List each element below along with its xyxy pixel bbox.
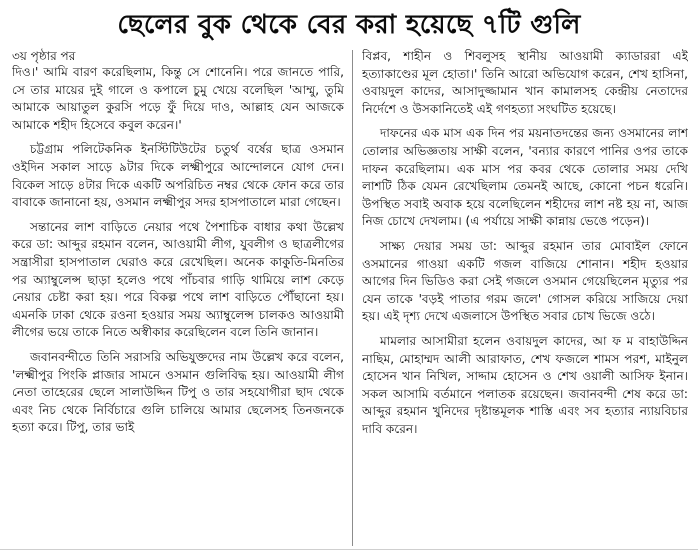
article-column-right [362, 48, 688, 548]
article-paragraph: বিপ্লব, শাহীন ও শিবলুসহ স্থানীয় আওয়ামী ক্যাডাররা এই হত্যাকাণ্ডের মূল হোতা।' তিনি আরো অভিযোগ করেন, শেখ হাসিনা, ওবায়দুল কাদের, আসাদুজ্জামান খান কামালসহ কেন্দ্রীয় নেতাদের নির্দেশে ও উসকানিতেই এই গণহত্যা সংঘটিত হয়েছে। [362, 49, 688, 116]
article-paragraph: সাক্ষ্য দেয়ার সময় ডা: আব্দুর রহমান তার মোবাইল ফোনে ওসমানের গাওয়া একটি গজল বাজিয়ে শোনান। শহীদ হওয়ার আগের দিন ভিডিও করা সেই গজলে ওসমান গেয়েছিলেন মৃত্যুর পর যেন তাকে 'বড়ই পাতার গরম জলে' গোসল করিয়ে সাজিয়ে দেয়া হয়। এই দৃশ্য দেখে এজলাসে উপস্থিত সবার চোখ ভিজে ওঠে। [362, 238, 688, 324]
article-paragraph: দিও।' আমি বারণ করেছিলাম, কিন্তু সে শোনেনি। পরে জানতে পারি, সে তার মায়ের দুই গালে ও কপালে চুমু খেয়ে বলেছিল 'আম্মু, তুমি আমাকে আয়াতুল কুরসি পড়ে ফুঁ দিয়ে দাও, আল্লাহ যেন আজকে আমাকে শহীদ হিসেবে কবুল করেন।' [12, 65, 344, 132]
article-paragraph: জবানবন্দীতে তিনি সরাসরি অভিযুক্তদের নাম উল্লেখ করে বলেন, 'লক্ষ্মীপুর পিংকি প্লাজার সামনে ওসমান গুলিবিদ্ধ হয়। আওয়ামী লীগ নেতা তাহেরের ছেলে সালাউদ্দিন টিপু ও তার সহযোগীরা ছাদ থেকে এবং নিচ থেকে নির্বিচারে গুলি চালিয়ে আমার ছেলেসহ তিনজনকে হত্যা করে। টিপু, তার ভাই [12, 349, 344, 435]
article-paragraph: মামলার আসামীরা হলেন ওবায়দুল কাদের, আ ফ ম বাহাউদ্দিন নাছিম, মোহাম্মদ আলী আরাফাত, শেখ ফজলে শামস পরশ, মাইনুল হোসেন খান নিখিল, সাদ্দাম হোসেন ও শেখ ওয়ালী আসিফ ইনান। সকল আসামি বর্তমানে পলাতক রয়েছেন। জবানবন্দী শেষ করে ডা: আব্দুর রহমান খুনিদের দৃষ্টান্তমূলক শাস্তি এবং সব হত্যার ন্যায়বিচার দাবি করেন। [362, 333, 688, 436]
continued-from-label: ৩য় পৃষ্ঠার পর [12, 49, 76, 63]
article-paragraph: সন্তানের লাশ বাড়িতে নেয়ার পথে পৈশাচিক বাধার কথা উল্লেখ করে ডা: আব্দুর রহমান বলেন, আওয়ামী লীগ, যুবলীগ ও ছাত্রলীগের সন্ত্রাসীরা হাসপাতাল ঘেরাও করে রেখেছিল। অনেক কাকুতি-মিনতির পর অ্যাম্বুলেন্স ছাড়া হলেও পথে পাঁচবার গাড়ি থামিয়ে লাশ কেড়ে নেয়ার চেষ্টা করা হয়। পরে বিকল্প পথে লাশ বাড়িতে পৌঁছানো হয়। এমনকি ঢাকা থেকে রওনা হওয়ার সময় অ্যাম্বুলেন্স চালকও আওয়ামী লীগের ভয়ে তাকে নিতে অস্বীকার করেছিলেন বলে তিনি জানান। [12, 219, 344, 340]
bottom-rule [0, 549, 698, 550]
column-divider [352, 50, 353, 546]
article-paragraph: চট্টগ্রাম পলিটেকনিক ইনস্টিটিউটের চতুর্থ বর্ষের ছাত্র ওসমান ওইদিন সকাল সাড়ে ৯টার দিকে লক্ষ্মীপুরে আন্দোলনে যোগ দেন। বিকেল সাড়ে ৪টার দিকে একটি অপরিচিত নম্বর থেকে ফোন করে তার বাবাকে জানানো হয়, ওসমান লক্ষ্মীপুর সদর হাসপাতালে মারা গেছেন। [12, 142, 344, 210]
article-headline: ছেলের বুক থেকে বের করা হয়েছে ৭টি গুলি [117, 10, 581, 40]
article-paragraph: দাফনের এক মাস এক দিন পর ময়নাতদন্তের জন্য ওসমানের লাশ তোলার অভিজ্ঞতায় সাক্ষী বলেন, 'বন্যার কারণে পানির ওপর তাকে দাফন করেছিলাম। এক মাস পর কবর থেকে তোলার সময় দেখি লাশটি ঠিক যেমন রেখেছিলাম তেমনই আছে, কোনো পচন ধরেনি। উপস্থিত সবাই অবাক হয়ে বলেছিলেন শহীদের লাশ নষ্ট হয় না, আজ নিজ চোখে দেখলাম। (এ পর্যায়ে সাক্ষী কান্নায় ভেঙে পড়েন)। [362, 126, 688, 229]
article-column-left [12, 48, 344, 548]
